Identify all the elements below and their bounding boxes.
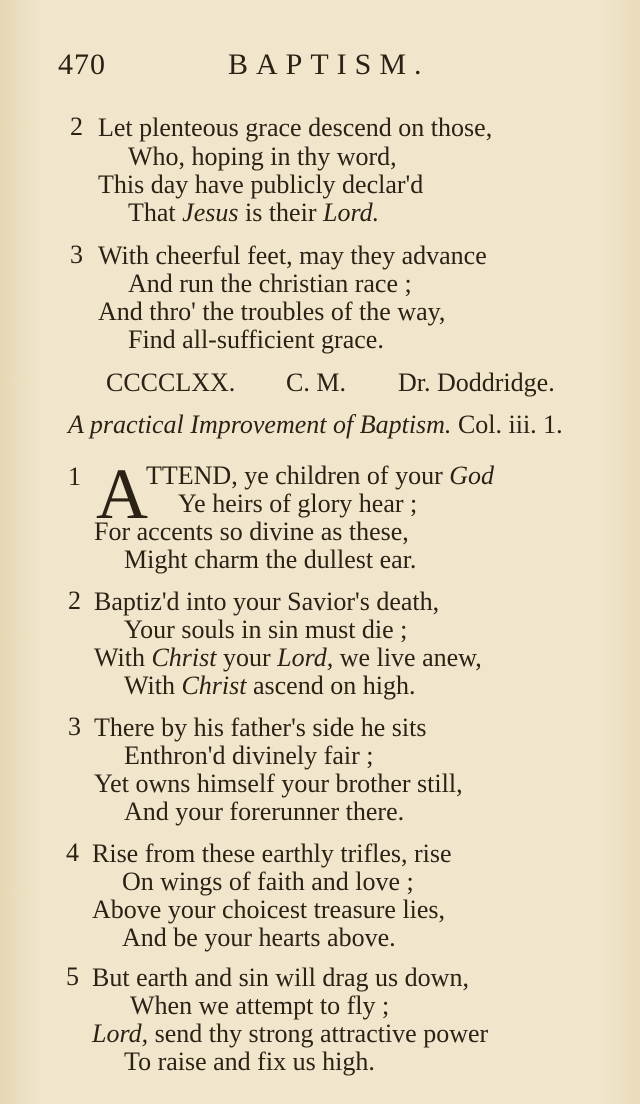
stanza-number: 3 <box>70 240 83 269</box>
stanza-number: 2 <box>68 586 81 615</box>
verse-line: Find all-sufficient grace. <box>128 325 384 354</box>
verse-line: There by his father's side he sits <box>94 713 427 742</box>
verse-line: And run the christian race ; <box>128 269 412 298</box>
hymn-author: Dr. Doddridge. <box>398 368 555 397</box>
verse-line: Above your choicest treasure lies, <box>92 895 446 924</box>
verse-line: This day have publicly declar'd <box>98 170 424 199</box>
verse-line: Might charm the dullest ear. <box>124 545 417 574</box>
verse-line: With Christ your Lord, we live anew, <box>94 643 482 672</box>
verse-line: Yet owns himself your brother still, <box>94 769 463 798</box>
stanza-number: 3 <box>68 712 81 741</box>
stanza-number: 2 <box>70 112 83 141</box>
verse-line: TTEND, ye children of your God <box>146 461 495 490</box>
verse-line: And be your hearts above. <box>122 923 396 952</box>
verse-line: Enthron'd divinely fair ; <box>124 741 374 770</box>
verse-line: On wings of faith and love ; <box>122 867 414 896</box>
verse-line: Rise from these earthly trifles, rise <box>92 839 452 868</box>
verse-line: And your forerunner there. <box>124 797 405 826</box>
verse-line: Your souls in sin must die ; <box>124 615 408 644</box>
verse-line: With cheerful feet, may they advance <box>98 241 487 270</box>
verse-line: Ye heirs of glory hear ; <box>178 489 418 518</box>
verse-line: And thro' the troubles of the way, <box>98 297 446 326</box>
verse-line: Who, hoping in thy word, <box>128 142 397 171</box>
drop-cap: A <box>96 454 148 534</box>
verse-line: But earth and sin will drag us down, <box>92 963 469 992</box>
scripture-reference: Col. iii. 1. <box>457 410 563 439</box>
verse-line: With Christ ascend on high. <box>124 671 416 700</box>
stanza-number: 1 <box>68 462 81 491</box>
subtitle-text: A practical Improvement of Baptism. <box>68 410 452 439</box>
verse-line: When we attempt to fly ; <box>130 991 390 1020</box>
page-number: 470 <box>58 48 106 81</box>
page-header <box>58 48 598 88</box>
stanza-number: 4 <box>66 838 79 867</box>
running-head: BAPTISM. <box>228 48 430 81</box>
hymn-meter: C. M. <box>286 368 346 397</box>
hymn-number: CCCCLXX. <box>106 368 236 397</box>
verse-line: Baptiz'd into your Savior's death, <box>94 587 440 616</box>
hymn-subtitle <box>68 410 563 440</box>
verse-line: For accents so divine as these, <box>94 517 409 546</box>
verse-line: Lord, send thy strong attractive power <box>92 1019 489 1048</box>
verse-line: Let plenteous grace descend on those, <box>98 113 493 142</box>
stanza-number: 5 <box>66 962 79 991</box>
verse-line: To raise and fix us high. <box>124 1047 375 1076</box>
verse-line: That Jesus is their Lord. <box>128 198 380 227</box>
